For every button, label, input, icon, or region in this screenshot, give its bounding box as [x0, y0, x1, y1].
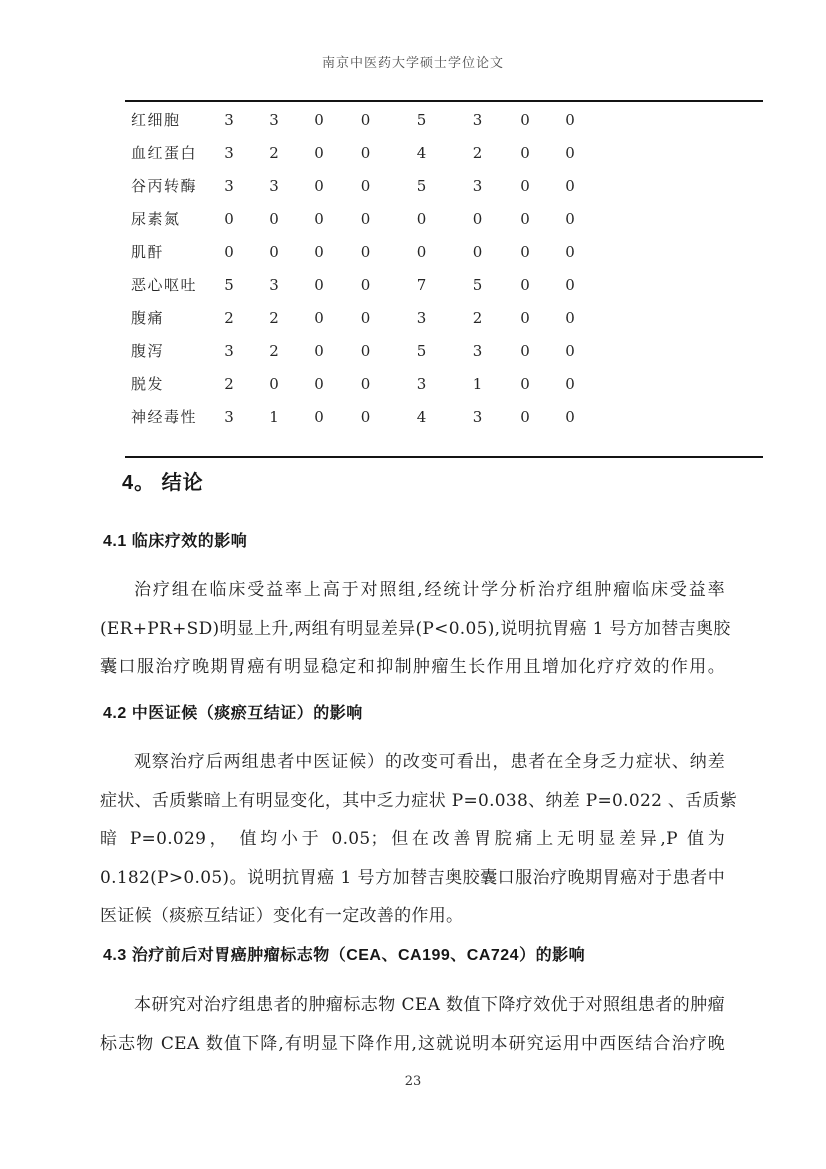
- table-cell: 0: [360, 308, 371, 327]
- table-row: [125, 334, 763, 367]
- table-cell: 3: [416, 308, 427, 327]
- table-cell: 0: [520, 209, 530, 228]
- row-label: 肌酐: [131, 243, 165, 261]
- table-cell: 3: [224, 341, 234, 360]
- table-cell: 0: [269, 209, 279, 228]
- paragraph-line: (ER+PR+SD)明显上升,两组有明显差异(P<0.05),说明抗胃癌 1 号方加替吉奥胶: [100, 618, 731, 639]
- table-cell: 4: [416, 407, 427, 426]
- table-cell: 0: [314, 308, 324, 327]
- table-cell: 0: [269, 374, 279, 393]
- table-cell: 5: [416, 176, 427, 195]
- table-cell: 0: [360, 242, 371, 261]
- table-cell: 0: [565, 308, 575, 327]
- paragraph-tcm-syndrome: [100, 743, 738, 936]
- table-row: [125, 103, 763, 136]
- table-cell: 0: [565, 341, 575, 360]
- table-row: [125, 235, 763, 268]
- table-cell: 0: [565, 176, 575, 195]
- table-cell: 2: [224, 308, 234, 327]
- paragraph-line: 暗 P=0.029， 值均小于 0.05；但在改善胃脘痛上无明显差异,P 值为: [100, 829, 725, 850]
- table-cell: 0: [565, 242, 575, 261]
- table-cell: 0: [360, 143, 371, 162]
- row-label: 谷丙转酶: [131, 177, 198, 195]
- table-row: [125, 268, 763, 301]
- paragraph-line: 囊口服治疗晚期胃癌有明显稳定和抑制肿瘤生长作用且增加化疗疗效的作用。: [100, 657, 725, 678]
- table-cell: 0: [360, 209, 371, 228]
- paragraph-line: 标志物 CEA 数值下降,有明显下降作用,这就说明本研究运用中西医结合治疗晚: [100, 1033, 725, 1054]
- table-cell: 0: [314, 110, 324, 129]
- table-cell: 3: [472, 407, 483, 426]
- table-row: [125, 202, 763, 235]
- table-cell: 0: [520, 308, 530, 327]
- table-cell: 0: [314, 275, 324, 294]
- table-cell: 2: [472, 308, 483, 327]
- table-cell: 1: [472, 374, 483, 393]
- table-cell: 0: [360, 275, 371, 294]
- table-cell: 0: [314, 407, 324, 426]
- table-cell: 2: [472, 143, 483, 162]
- table-cell: 0: [314, 242, 324, 261]
- table-cell: 0: [565, 407, 575, 426]
- adverse-events-table: [125, 103, 763, 433]
- table-cell: 0: [360, 341, 371, 360]
- table-cell: 0: [565, 209, 575, 228]
- table-cell: 0: [314, 374, 324, 393]
- subsection-heading-4-2: 4.2 中医证候（痰瘀互结证）的影响: [103, 705, 363, 722]
- table-cell: 3: [472, 110, 483, 129]
- table-cell: 0: [520, 374, 530, 393]
- table-cell: 0: [360, 374, 371, 393]
- table-cell: 0: [565, 110, 575, 129]
- subsection-heading-4-1: 4.1 临床疗效的影响: [103, 533, 248, 550]
- table-row: [125, 367, 763, 400]
- table-row: [125, 301, 763, 334]
- table-row: [125, 136, 763, 169]
- row-label: 尿素氮: [131, 210, 181, 228]
- paragraph-line: 治疗组在临床受益率上高于对照组,经统计学分析治疗组肿瘤临床受益率: [134, 580, 725, 600]
- table-cell: 0: [472, 209, 483, 228]
- table-cell: 2: [224, 374, 234, 393]
- table-cell: 0: [565, 143, 575, 162]
- table-cell: 0: [565, 275, 575, 294]
- table-cell: 0: [472, 242, 483, 261]
- row-label: 神经毒性: [131, 408, 198, 426]
- table-cell: 2: [269, 143, 279, 162]
- table-cell: 4: [416, 143, 427, 162]
- running-header: 南京中医药大学硕士学位论文: [321, 56, 504, 71]
- table-cell: 0: [314, 176, 324, 195]
- table-cell: 5: [416, 110, 427, 129]
- table-cell: 0: [416, 242, 427, 261]
- table-cell: 0: [520, 176, 530, 195]
- section-heading-conclusion: 4。 结论: [122, 472, 204, 494]
- table-cell: 2: [269, 341, 279, 360]
- table-cell: 0: [360, 176, 371, 195]
- table-cell: 0: [314, 209, 324, 228]
- paragraph-line: 0.182(P>0.05)。说明抗胃癌 1 号方加替吉奥胶囊口服治疗晚期胃癌对于患者中: [100, 867, 725, 888]
- table-cell: 3: [224, 407, 234, 426]
- table-cell: 3: [269, 110, 279, 129]
- table-cell: 3: [224, 143, 234, 162]
- table-top-rule: [125, 100, 763, 102]
- table-cell: 0: [565, 374, 575, 393]
- table-cell: 3: [416, 374, 427, 393]
- subsection-heading-4-3: 4.3 治疗前后对胃癌肿瘤标志物（CEA、CA199、CA724）的影响: [103, 947, 586, 964]
- table-cell: 0: [224, 242, 234, 261]
- table-cell: 5: [416, 341, 427, 360]
- table-cell: 3: [269, 176, 279, 195]
- table-cell: 3: [472, 176, 483, 195]
- table-cell: 3: [472, 341, 483, 360]
- table-cell: 3: [269, 275, 279, 294]
- row-label: 恶心呕吐: [131, 276, 198, 294]
- table-cell: 0: [224, 209, 234, 228]
- table-cell: 0: [416, 209, 427, 228]
- table-cell: 3: [224, 110, 234, 129]
- paragraph-line: 症状、舌质紫暗上有明显变化，其中乏力症状 P=0.038、纳差 P=0.022 、舌质紫: [100, 790, 738, 811]
- table-cell: 0: [520, 341, 530, 360]
- table-cell: 0: [520, 275, 530, 294]
- table-cell: 0: [269, 242, 279, 261]
- table-cell: 0: [360, 110, 371, 129]
- row-label: 腹泻: [131, 342, 165, 360]
- row-label: 腹痛: [131, 309, 165, 327]
- table-cell: 0: [314, 143, 324, 162]
- page-number: 23: [404, 1074, 422, 1089]
- row-label: 红细胞: [131, 111, 181, 129]
- table-cell: 2: [269, 308, 279, 327]
- table-cell: 0: [520, 242, 530, 261]
- table-cell: 7: [416, 275, 427, 294]
- paragraph-tumor-markers: [100, 986, 725, 1063]
- paragraph-line: 本研究对治疗组患者的肿瘤标志物 CEA 数值下降疗效优于对照组患者的肿瘤: [134, 995, 725, 1015]
- row-label: 血红蛋白: [131, 144, 198, 162]
- table-cell: 3: [224, 176, 234, 195]
- table-cell: 1: [269, 407, 279, 426]
- table-cell: 0: [520, 110, 530, 129]
- paragraph-line: 观察治疗后两组患者中医证候）的改变可看出，患者在全身乏力症状、纳差: [134, 752, 725, 772]
- table-row: [125, 400, 763, 433]
- paragraph-clinical-efficacy: [100, 571, 731, 687]
- table-cell: 0: [520, 407, 530, 426]
- table-cell: 5: [472, 275, 483, 294]
- table-bottom-rule: [125, 456, 763, 458]
- table-cell: 0: [314, 341, 324, 360]
- table-cell: 0: [520, 143, 530, 162]
- row-label: 脱发: [131, 375, 165, 393]
- table-cell: 5: [224, 275, 234, 294]
- table-cell: 0: [360, 407, 371, 426]
- table-row: [125, 169, 763, 202]
- paragraph-line: 医证候（痰瘀互结证）变化有一定改善的作用。: [100, 906, 464, 927]
